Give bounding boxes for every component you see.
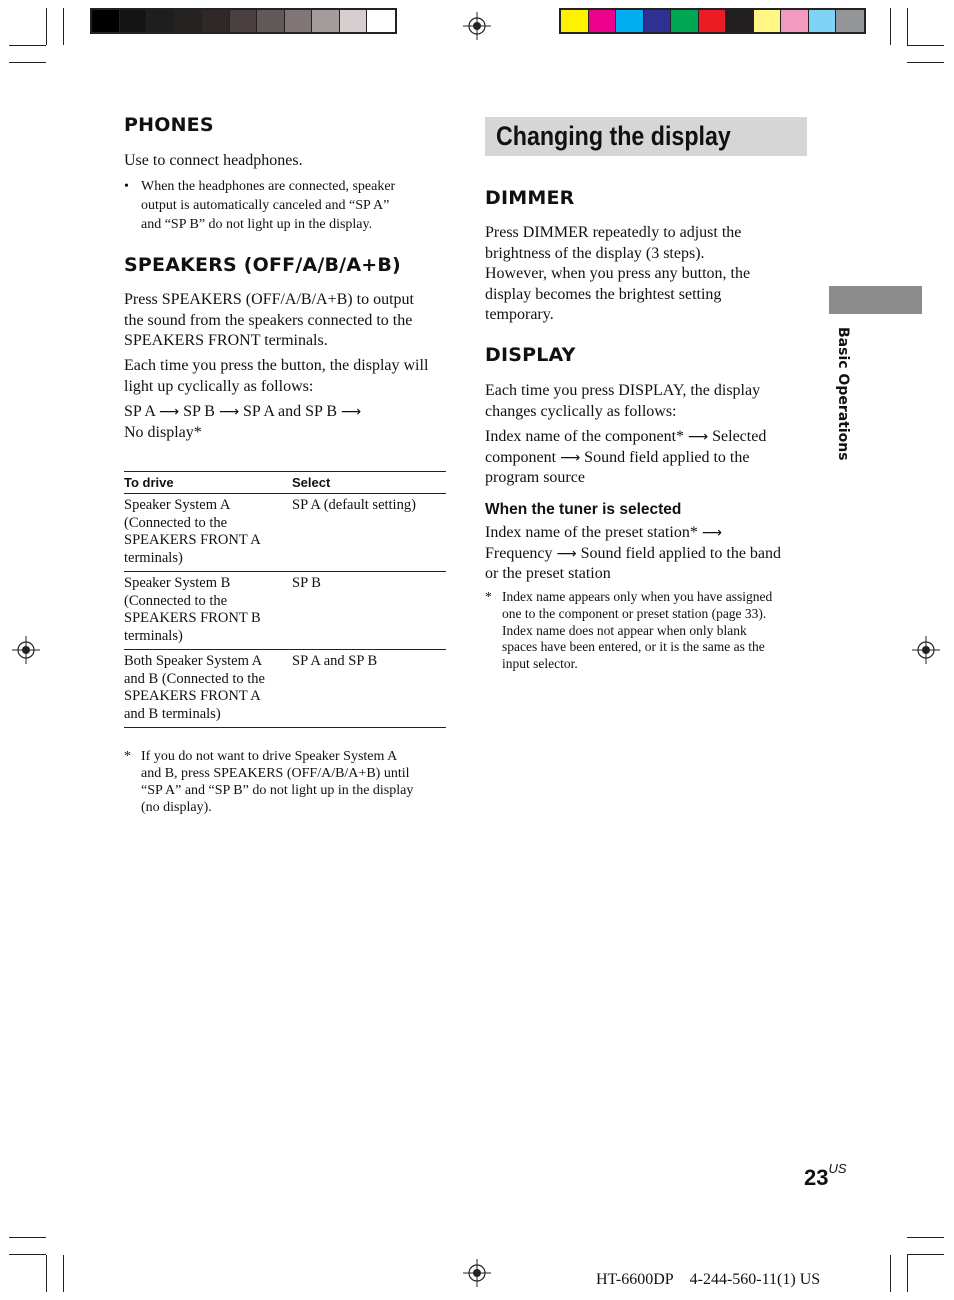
phones-intro: Use to connect headphones. <box>124 152 303 169</box>
speakers-cycle <box>124 402 454 443</box>
color-swatch <box>616 10 644 32</box>
color-swatch <box>561 10 589 32</box>
table-cell: SP A (default setting) <box>292 497 416 513</box>
cell-line: and B (Connected to the <box>124 670 265 687</box>
color-swatch <box>175 10 203 32</box>
crop-mark <box>890 1255 891 1292</box>
speakers-para-1 <box>124 290 454 352</box>
crop-mark <box>63 8 64 45</box>
color-swatch <box>367 10 395 32</box>
color-swatch <box>726 10 754 32</box>
cycle-step: or the preset station <box>485 565 611 582</box>
cell-line: terminals) <box>124 549 183 566</box>
tuner-subheading: When the tuner is selected <box>485 501 682 518</box>
footnote-line: If you do not want to drive Speaker System A <box>141 749 398 764</box>
display-para-1 <box>485 381 805 422</box>
phones-bullet <box>124 177 444 234</box>
footer-model-code: HT-6600DP 4-244-560-11(1) US <box>596 1271 821 1288</box>
process-color-bar <box>559 8 866 34</box>
color-swatch <box>644 10 672 32</box>
color-swatch <box>230 10 258 32</box>
text-line: temporary. <box>485 306 554 323</box>
text-line: However, when you press any button, the <box>485 265 751 282</box>
bullet-line: When the headphones are connected, speaker <box>141 179 396 194</box>
arrow-right-icon: ⟶ <box>688 429 709 445</box>
cycle-step: Sound field applied to the band <box>580 544 782 562</box>
arrow-right-icon: ⟶ <box>560 449 581 466</box>
table-cell: SP B <box>292 575 321 591</box>
cycle-step: program source <box>485 469 585 486</box>
cell-line: (Connected to the <box>124 514 228 531</box>
display-cycle <box>485 427 805 489</box>
footnote-line: “SP A” and “SP B” do not light up in the display <box>141 783 414 798</box>
color-swatch <box>671 10 699 32</box>
color-swatch <box>809 10 837 32</box>
tuner-cycle <box>485 523 805 585</box>
cell-line: SPEAKERS FRONT A <box>124 532 261 548</box>
color-swatch <box>312 10 340 32</box>
text-line: SPEAKERS FRONT terminals. <box>124 332 328 349</box>
color-swatch <box>754 10 782 32</box>
table-cell <box>124 575 292 645</box>
chapter-tab-label: Basic Operations <box>835 327 851 461</box>
display-heading: DISPLAY <box>485 344 576 366</box>
color-swatch <box>699 10 727 32</box>
color-swatch <box>781 10 809 32</box>
dimmer-heading: DIMMER <box>485 187 575 209</box>
color-swatch <box>92 10 120 32</box>
crop-mark <box>907 1254 944 1255</box>
cycle-step: Index name of the preset station* <box>485 524 698 541</box>
speakers-para-2 <box>124 356 454 397</box>
footnote-line: one to the component or preset station (page 33). <box>502 605 767 621</box>
cycle-step: Sound field applied to the <box>584 448 750 466</box>
crop-mark <box>907 1237 944 1238</box>
footnote-line: (no display). <box>141 800 212 815</box>
cycle-step: Index name of the component* <box>485 428 685 445</box>
crop-mark <box>907 8 908 45</box>
phones-heading: PHONES <box>124 114 214 136</box>
crop-mark <box>46 1255 47 1292</box>
color-swatch <box>202 10 230 32</box>
arrow-right-icon: ⟶ <box>218 404 240 420</box>
column-header: Select <box>292 475 331 490</box>
cycle-step: SP A <box>124 403 155 420</box>
arrow-right-icon: ⟶ <box>159 404 180 420</box>
footnote-line: Index name does not appear when only blank <box>502 622 747 638</box>
cycle-step: SP A and SP B <box>243 403 337 420</box>
text-line: light up cyclically as follows: <box>124 377 314 395</box>
cycle-step: No display* <box>124 423 202 441</box>
crop-mark <box>890 8 891 45</box>
page-number-suffix: US <box>828 1161 847 1176</box>
text-line: the sound from the speakers connected to the <box>124 311 413 329</box>
footnote-mark: * <box>485 589 492 604</box>
color-swatch <box>257 10 285 32</box>
crop-mark <box>9 45 46 46</box>
cell-line: SPEAKERS FRONT A <box>124 688 261 704</box>
footnote-line: Index name appears only when you have assigned <box>502 589 773 604</box>
crop-mark <box>9 1254 46 1255</box>
registration-mark-icon <box>463 1259 491 1287</box>
speakers-heading: SPEAKERS (OFF/A/B/A+B) <box>124 254 401 276</box>
table-header <box>124 472 446 493</box>
section-title: Changing the display <box>496 121 731 151</box>
color-swatch <box>285 10 313 32</box>
cell-line: Both Speaker System A <box>124 653 263 669</box>
crop-mark <box>9 62 46 63</box>
text-line: display becomes the brightest setting <box>485 285 722 303</box>
color-swatch <box>120 10 148 32</box>
grayscale-color-bar <box>90 8 397 34</box>
color-swatch <box>340 10 368 32</box>
cell-line: (Connected to the <box>124 592 228 609</box>
text-line: brightness of the display (3 steps). <box>485 244 705 262</box>
cycle-step: Frequency <box>485 544 553 562</box>
table-rule <box>124 727 446 728</box>
dimmer-text <box>485 223 805 326</box>
crop-mark <box>907 45 944 46</box>
cycle-step: Selected <box>712 428 767 445</box>
color-swatch <box>589 10 617 32</box>
section-title-box <box>485 117 807 156</box>
cell-line: terminals) <box>124 627 183 644</box>
crop-mark <box>907 1255 908 1292</box>
crop-mark <box>907 62 944 63</box>
color-swatch <box>147 10 175 32</box>
table-cell <box>124 497 292 567</box>
text-line: changes cyclically as follows: <box>485 402 677 420</box>
color-swatch <box>836 10 864 32</box>
arrow-right-icon: ⟶ <box>556 545 577 562</box>
cell-line: Speaker System A <box>124 497 231 513</box>
registration-mark-icon <box>912 636 940 664</box>
cycle-step: component <box>485 448 557 466</box>
arrow-right-icon: ⟶ <box>341 404 362 420</box>
footnote-line: and B, press SPEAKERS (OFF/A/B/A+B) until <box>141 766 410 781</box>
cell-line: Speaker System B <box>124 575 231 591</box>
chapter-tab <box>829 286 922 314</box>
bullet-line: output is automatically canceled and “SP A” <box>141 198 390 213</box>
speakers-footnote <box>124 748 449 816</box>
text-line: Each time you press the button, the display will <box>124 357 429 374</box>
registration-mark-icon <box>12 636 40 664</box>
footnote-line: input selector. <box>502 656 578 672</box>
bullet-mark: • <box>124 179 129 194</box>
crop-mark <box>9 1237 46 1238</box>
speaker-select-table <box>124 471 446 728</box>
display-footnote <box>485 589 807 673</box>
table-row <box>124 650 446 727</box>
cell-line: SPEAKERS FRONT B <box>124 610 261 626</box>
page-number <box>804 1161 847 1191</box>
text-line: Each time you press DISPLAY, the display <box>485 382 761 399</box>
table-cell <box>124 653 292 723</box>
table-row <box>124 494 446 571</box>
text-line: Press DIMMER repeatedly to adjust the <box>485 224 742 241</box>
registration-mark-icon <box>463 12 491 40</box>
bullet-line: and “SP B” do not light up in the display. <box>141 217 373 232</box>
crop-mark <box>63 1255 64 1292</box>
arrow-right-icon: ⟶ <box>701 525 722 541</box>
crop-mark <box>46 8 47 45</box>
table-cell: SP A and SP B <box>292 653 378 669</box>
cell-line: and B terminals) <box>124 705 221 722</box>
table-row <box>124 572 446 649</box>
footnote-line: spaces have been entered, or it is the same as the <box>502 639 765 655</box>
text-line: Press SPEAKERS (OFF/A/B/A+B) to output <box>124 291 414 308</box>
page-number-value: 23 <box>804 1165 829 1190</box>
footnote-mark: * <box>124 749 131 764</box>
cycle-step: SP B <box>183 403 215 420</box>
column-header: To drive <box>124 475 174 490</box>
